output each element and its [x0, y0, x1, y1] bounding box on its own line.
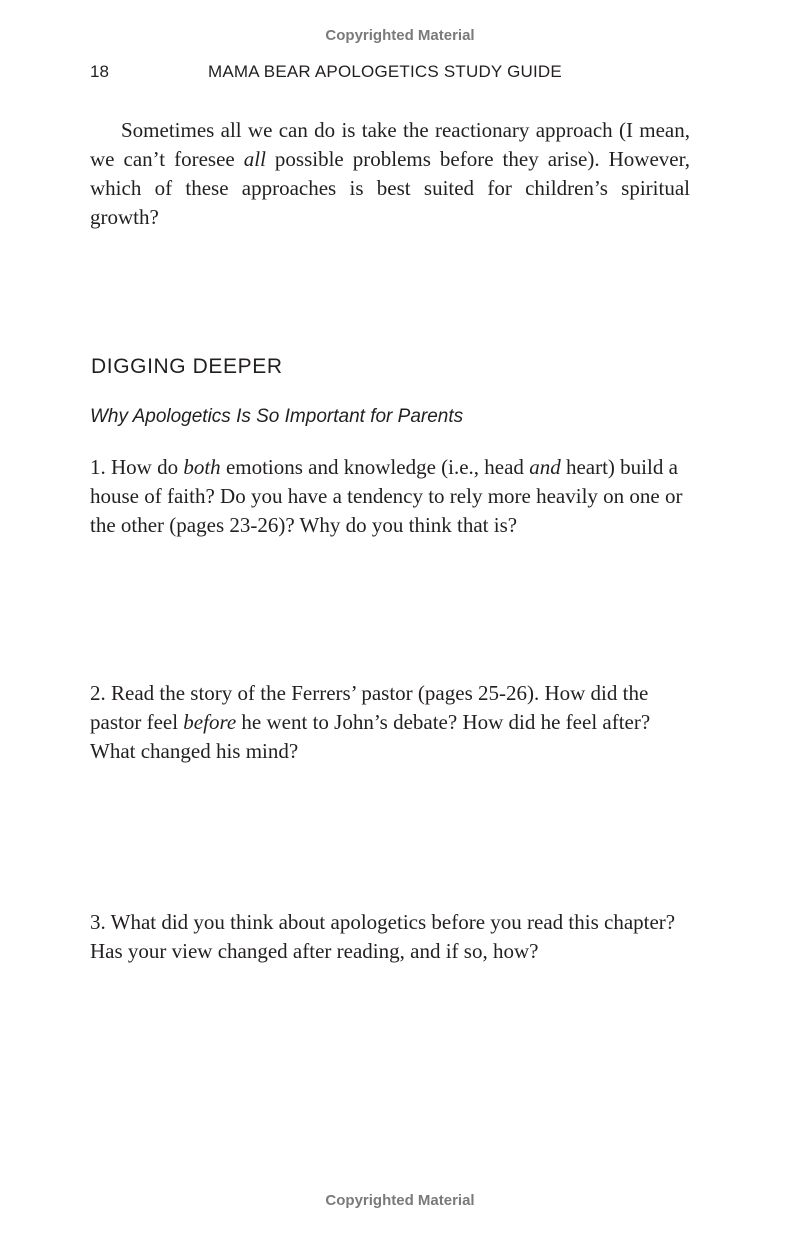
question-1-text-3: heart) build a house of faith? Do you have a tendency to rely more heavily on one or the other (pages 23-26)? Why do you think that is?	[90, 455, 683, 537]
question-2-text-2: he went to John’s debate? How did he feel after? What changed his mind?	[90, 710, 651, 763]
running-header	[90, 62, 710, 84]
section-heading: DIGGING DEEPER	[91, 355, 283, 378]
copyright-watermark-top: Copyrighted Material	[325, 27, 475, 44]
question-2-emphasis: before	[183, 710, 237, 734]
page-number: 18	[90, 62, 109, 81]
question-1-text-2: emotions and knowledge (i.e., head	[220, 455, 530, 479]
question-1-emphasis-2: and	[529, 455, 561, 479]
question-1	[90, 453, 690, 540]
intro-text-2: possible problems before they arise). However, which of these approaches is best suited for children’s spiritual growth?	[90, 147, 690, 229]
intro-text-1: Sometimes all we can do is take the reactionary approach (I mean, we can’t foresee	[90, 118, 690, 171]
book-title: MAMA BEAR APOLOGETICS STUDY GUIDE	[208, 62, 562, 81]
question-2	[90, 679, 690, 766]
question-1-text-1: 1. How do	[90, 455, 184, 479]
question-1-emphasis-1: both	[183, 455, 221, 479]
question-3: 3. What did you think about apologetics before you read this chapter? Has your view changed after reading, and if so, how?	[90, 910, 676, 963]
copyright-watermark-bottom: Copyrighted Material	[325, 1192, 475, 1209]
intro-emphasis: all	[243, 147, 266, 171]
intro-paragraph	[90, 116, 690, 232]
section-subheading: Why Apologetics Is So Important for Parents	[90, 406, 464, 427]
question-2-text-1: 2. Read the story of the Ferrers’ pastor (pages 25-26). How did the pastor feel	[90, 681, 649, 734]
